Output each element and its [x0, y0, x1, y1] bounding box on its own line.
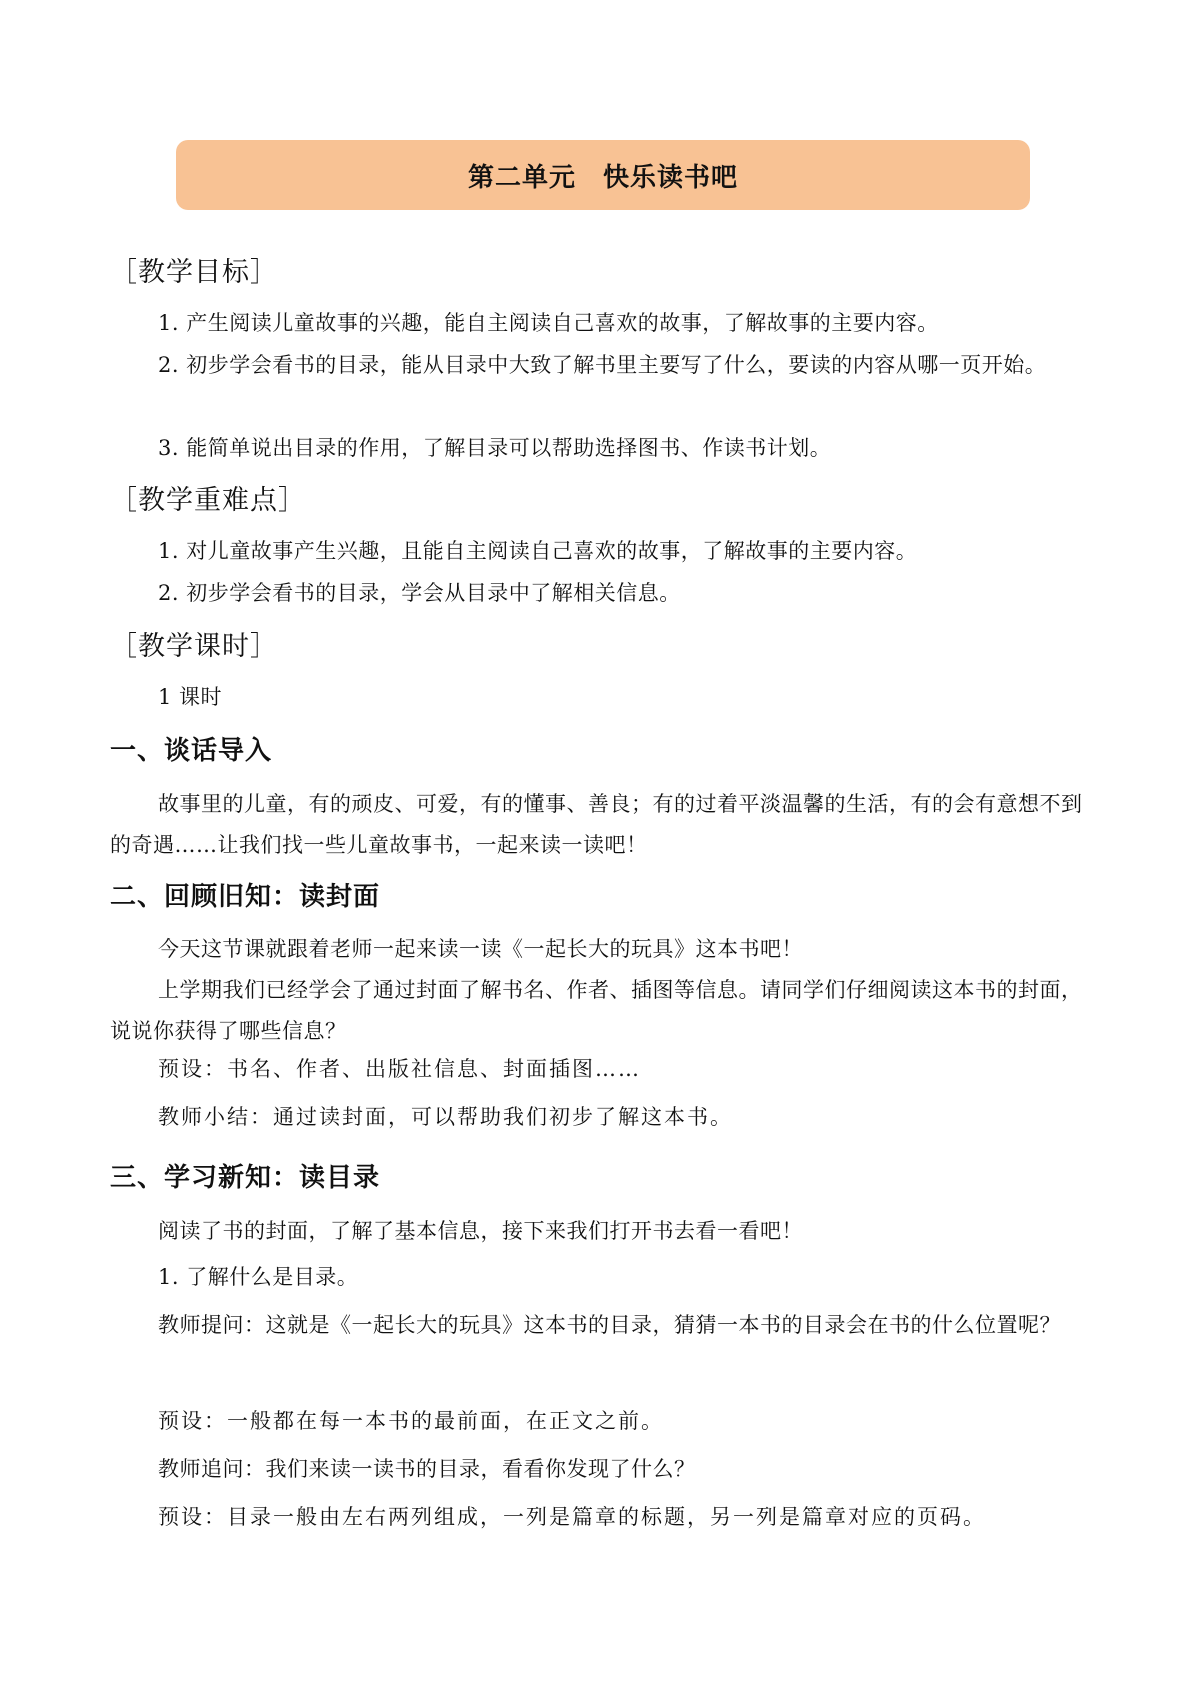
key-point-item-2: 2. 初步学会看书的目录，学会从目录中了解相关信息。 — [158, 581, 681, 605]
part2-paragraph-1: 今天这节课就跟着老师一起来读一读《一起长大的玩具》这本书吧！ — [158, 937, 803, 961]
hours-value: 1 课时 — [158, 685, 223, 709]
goal-item-2: 2. 初步学会看书的目录，能从目录中大致了解书里主要写了什么，要读的内容从哪一页开始。 — [158, 353, 1047, 377]
part2-preset: 预设：书名、作者、出版社信息、封面插图…… — [158, 1057, 641, 1081]
part3-preset-2: 预设：目录一般由左右两列组成，一列是篇章的标题，另一列是篇章对应的页码。 — [158, 1505, 986, 1529]
page-title: 第二单元 快乐读书吧 — [467, 162, 738, 193]
part2-heading: 二、回顾旧知：读封面 — [110, 882, 381, 912]
part3-preset-1: 预设：一般都在每一本书的最前面，在正文之前。 — [158, 1409, 664, 1433]
part1-paragraph-1: 故事里的儿童，有的顽皮、可爱，有的懂事、善良；有的过着平淡温馨的生活，有的会有意想不到的奇遇……让我们找一些儿童故事书，一起来读一读吧！ — [110, 792, 1083, 857]
title-banner — [176, 140, 1030, 210]
goal-item-1: 1. 产生阅读儿童故事的兴趣，能自主阅读自己喜欢的故事，了解故事的主要内容。 — [158, 311, 939, 335]
part1-heading: 一、谈话导入 — [110, 736, 273, 766]
part3-paragraph-2: 1. 了解什么是目录。 — [158, 1265, 359, 1289]
section-heading-goals: ［教学目标］ — [110, 257, 278, 288]
part2-paragraph-2: 上学期我们已经学会了通过封面了解书名、作者、插图等信息。请同学们仔细阅读这本书的封面，说说你获得了哪些信息？ — [110, 978, 1083, 1043]
part3-teacher-question: 教师提问：这就是《一起长大的玩具》这本书的目录，猜猜一本书的目录会在书的什么位置呢？ — [158, 1313, 1061, 1337]
goal-item-3: 3. 能简单说出目录的作用，了解目录可以帮助选择图书、作读书计划。 — [158, 436, 832, 460]
part3-heading: 三、学习新知：读目录 — [110, 1163, 381, 1193]
section-heading-key-points: ［教学重难点］ — [110, 485, 306, 516]
part3-teacher-followup: 教师追问：我们来读一读书的目录，看看你发现了什么？ — [158, 1457, 696, 1481]
part2-summary: 教师小结：通过读封面，可以帮助我们初步了解这本书。 — [158, 1105, 733, 1129]
key-point-item-1: 1. 对儿童故事产生兴趣，且能自主阅读自己喜欢的故事，了解故事的主要内容。 — [158, 539, 918, 563]
part3-paragraph-1: 阅读了书的封面，了解了基本信息，接下来我们打开书去看一看吧！ — [158, 1219, 803, 1243]
section-heading-hours: ［教学课时］ — [110, 631, 278, 662]
